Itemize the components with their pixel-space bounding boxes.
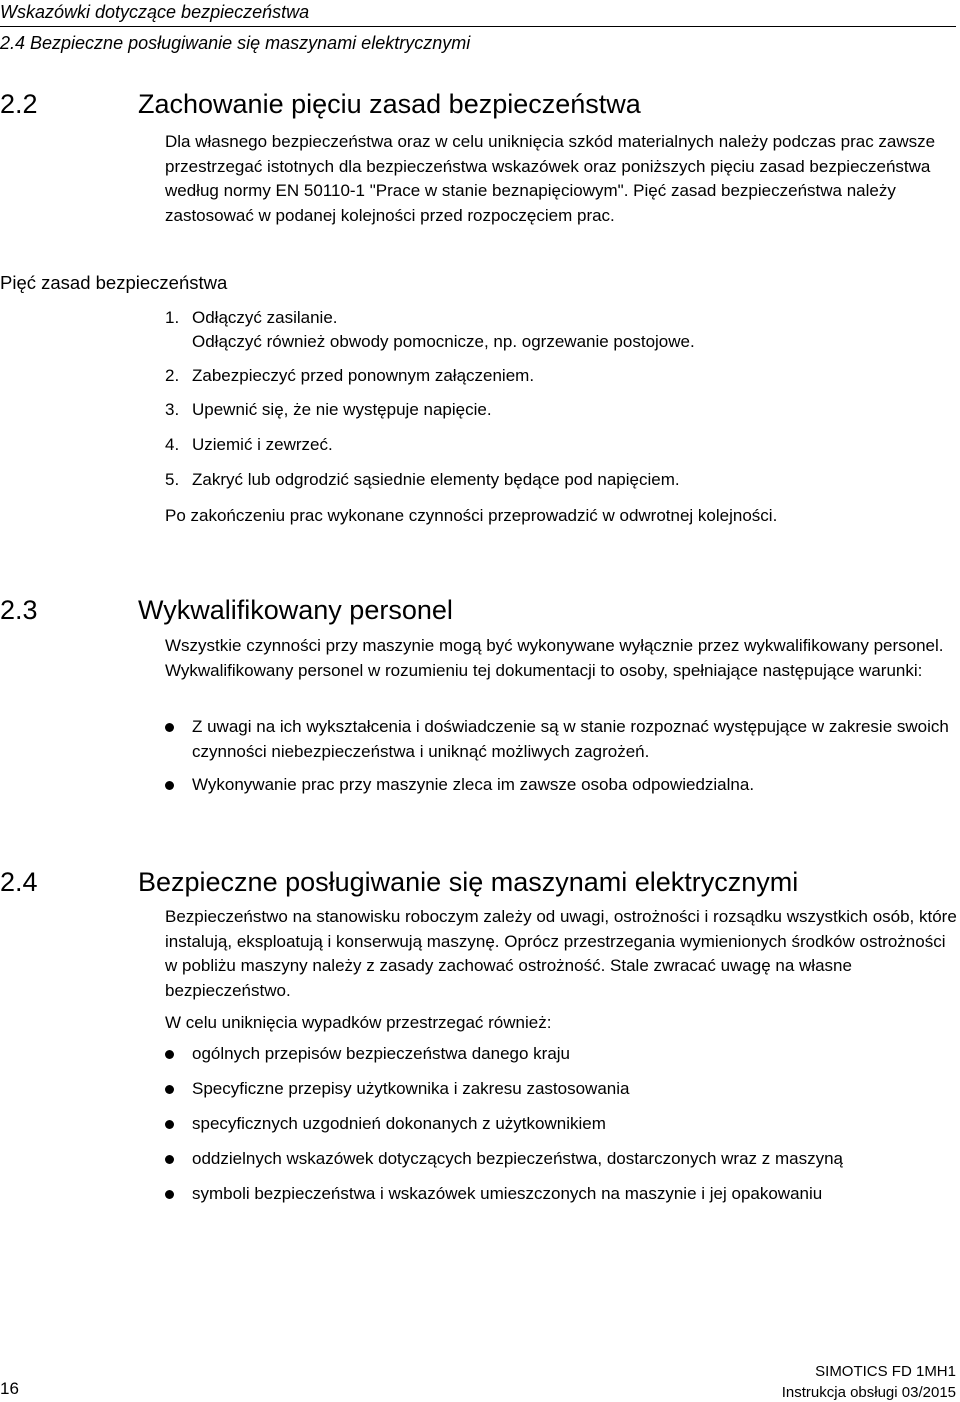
section-2-2-paragraph: Dla własnego bezpieczeństwa oraz w celu uniknięcia szkód materialnych należy podczas prac zawsze przestrzegać istotnych dla bezpieczeństwa wskazówek oraz poniższych pięciu zasad bezpieczeństwa według normy EN 50110-1 "Prace w stanie beznapięciowym". Pięć zasad bezpieczeństwa należy zastosować w podanej kolejności przed rozpoczęciem prac.	[165, 132, 936, 225]
list-item-number: 2.	[165, 366, 180, 385]
list-item-text: ogólnych przepisów bezpieczeństwa danego kraju	[192, 1044, 571, 1063]
list-item	[165, 306, 338, 330]
list-item-number: 3.	[165, 400, 180, 419]
list-item-text: Specyficzne przepisy użytkownika i zakresu zastosowania	[192, 1079, 630, 1098]
header-chapter: Wskazówki dotyczące bezpieczeństwa	[0, 2, 310, 22]
header-section: 2.4 Bezpieczne posługiwanie się maszynami elektrycznymi	[0, 33, 471, 53]
list-item	[165, 433, 333, 457]
bullet-icon	[165, 1120, 174, 1129]
section-2-4-intro: W celu uniknięcia wypadków przestrzegać również:	[165, 1013, 552, 1032]
list-item-text: oddzielnych wskazówek dotyczących bezpieczeństwa, dostarczonych wraz z maszyną	[192, 1149, 844, 1168]
list-item	[165, 330, 695, 354]
list-item-text: Odłączyć zasilanie.	[192, 308, 338, 327]
list-item-text: Upewnić się, że nie występuje napięcie.	[192, 400, 492, 419]
list-item	[165, 468, 680, 492]
bullet-icon	[165, 1085, 174, 1094]
bullet-icon	[165, 1190, 174, 1199]
list-item-text: Z uwagi na ich wykształcenia i doświadczenie są w stanie rozpoznać występujące w zakresie swoich czynności niebezpieczeństwa i uniknąć możliwych zagrożeń.	[192, 717, 949, 761]
list-item-text: Odłączyć również obwody pomocnicze, np. ogrzewanie postojowe.	[192, 332, 695, 351]
list-item-text: Wykonywanie prac przy maszynie zleca im zawsze osoba odpowiedzialna.	[192, 775, 755, 794]
document-edition: Instrukcja obsługi 03/2015	[781, 1384, 956, 1401]
closing-note: Po zakończeniu prac wykonane czynności przeprowadzić w odwrotnej kolejności.	[165, 506, 778, 525]
section-title: Bezpieczne posługiwanie się maszynami elektrycznymi	[138, 867, 799, 897]
list-item-text: Zakryć lub odgrodzić sąsiednie elementy będące pod napięciem.	[192, 470, 680, 489]
list-item-text: Zabezpieczyć przed ponownym załączeniem.	[192, 366, 535, 385]
section-title: Zachowanie pięciu zasad bezpieczeństwa	[138, 89, 641, 119]
section-number: 2.2	[0, 89, 38, 119]
list-item	[165, 398, 492, 422]
page-number: 16	[0, 1379, 19, 1398]
section-number: 2.4	[0, 867, 38, 897]
list-item-number: 5.	[165, 470, 180, 489]
list-item-text: Uziemić i zewrzeć.	[192, 435, 333, 454]
list-item-number: 4.	[165, 435, 180, 454]
bullet-icon	[165, 781, 174, 790]
section-2-3-paragraph: Wszystkie czynności przy maszynie mogą być wykonywane wyłącznie przez wykwalifikowany personel. Wykwalifikowany personel w rozumieniu tej dokumentacji to osoby, spełniające następujące warunki:	[165, 636, 944, 680]
section-number: 2.3	[0, 595, 38, 625]
section-title: Wykwalifikowany personel	[138, 595, 453, 625]
list-item-text: symboli bezpieczeństwa i wskazówek umieszczonych na maszynie i jej opakowaniu	[192, 1184, 823, 1203]
section-2-4-paragraph: Bezpieczeństwo na stanowisku roboczym zależy od uwagi, ostrożności i rozsądku wszystkich osób, które instalują, eksploatują i konserwują maszynę. Oprócz przestrzegania wymienionych środków ostrożności w pobliżu maszyny należy z zasady zachować ostrożność. Stale zwracać uwagę na własne bezpieczeństwo.	[165, 907, 957, 1000]
product-name: SIMOTICS FD 1MH1	[815, 1363, 956, 1380]
bullet-icon	[165, 1155, 174, 1164]
five-rules-heading: Pięć zasad bezpieczeństwa	[0, 272, 228, 293]
bullet-icon	[165, 1050, 174, 1059]
header-rule	[0, 26, 956, 27]
list-item-text: specyficznych uzgodnień dokonanych z użytkownikiem	[192, 1114, 606, 1133]
list-item	[165, 364, 534, 388]
list-item-number: 1.	[165, 308, 180, 327]
bullet-icon	[165, 723, 174, 732]
